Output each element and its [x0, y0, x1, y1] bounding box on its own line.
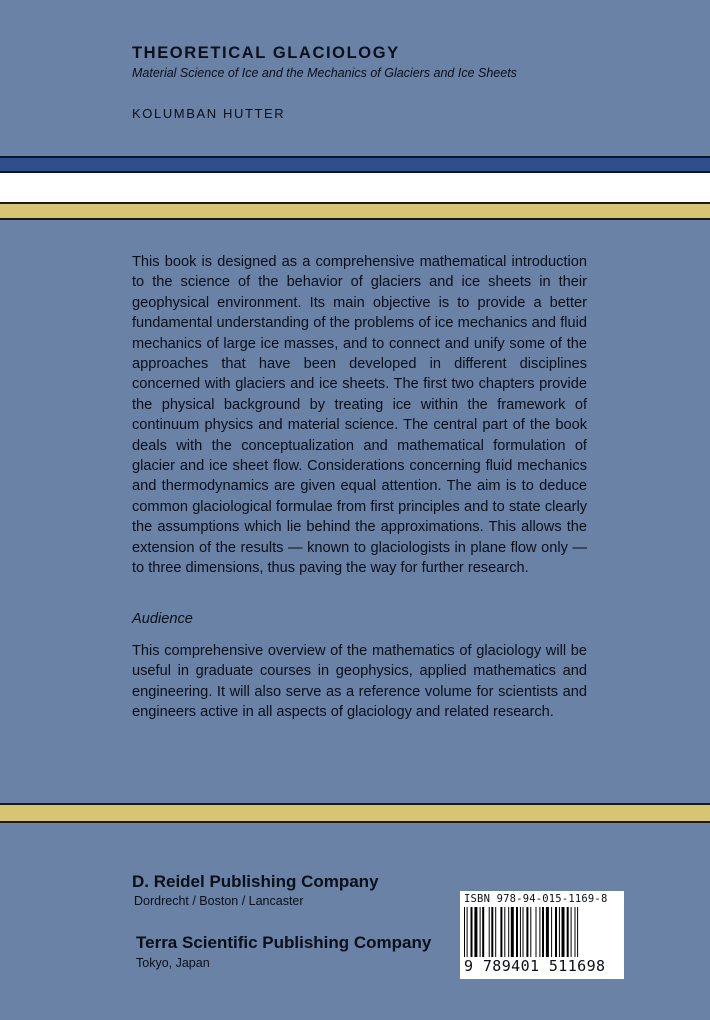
book-title: THEORETICAL GLACIOLOGY — [132, 44, 400, 62]
isbn-barcode — [460, 891, 624, 979]
publisher-name-2: Terra Scientific Publishing Company — [136, 933, 432, 952]
white-stripe — [0, 173, 710, 202]
audience-text: This comprehensive overview of the mathematics of glaciology will be useful in graduate courses in geophysics, applied mathematics and engineering. It will also serve as a reference volume for scientists and engineers active in all aspects of glaciology and related research. — [132, 643, 587, 721]
barcode-bars — [464, 907, 620, 957]
gold-stripe-bottom — [0, 803, 710, 823]
book-subtitle: Material Science of Ice and the Mechanics of Glaciers and Ice Sheets — [132, 66, 517, 80]
isbn-label: ISBN 978-94-015-1169-8 — [464, 893, 608, 905]
publisher-locations-2: Tokyo, Japan — [136, 956, 210, 970]
navy-stripe — [0, 156, 710, 173]
gold-stripe-top — [0, 202, 710, 220]
book-description: This book is designed as a comprehensive mathematical introduction to the science of the behavior of glaciers and ice sheets in their geophysical environment. Its main objective is to provide a better fundamental understanding of the problems of ice mechanics and fluid mechanics of large ice masses, and to connect and unify some of the approaches that have been developed in different disciplines concerned with glaciers and ice sheets. The first two chapters provide the physical background by treating ice within the framework of continuum physics and material science. The central part of the book deals with the conceptualization and mathematical formulation of glacier and ice sheet flow. Considerations concerning fluid mechanics and thermodynamics are given equal attention. The aim is to deduce common glaciological formulae from first principles and to state clearly the assumptions which lie behind the approximations. This allows the extension of the results — known to glaciologists in plane flow only — to three dimensions, thus paving the way for further research. — [132, 254, 587, 577]
publisher-locations-1: Dordrecht / Boston / Lancaster — [134, 894, 304, 908]
barcode-digits: 9 789401 511698 — [464, 957, 606, 975]
audience-heading: Audience — [132, 611, 193, 627]
publisher-name-1: D. Reidel Publishing Company — [132, 872, 379, 891]
book-author: KOLUMBAN HUTTER — [132, 106, 286, 121]
